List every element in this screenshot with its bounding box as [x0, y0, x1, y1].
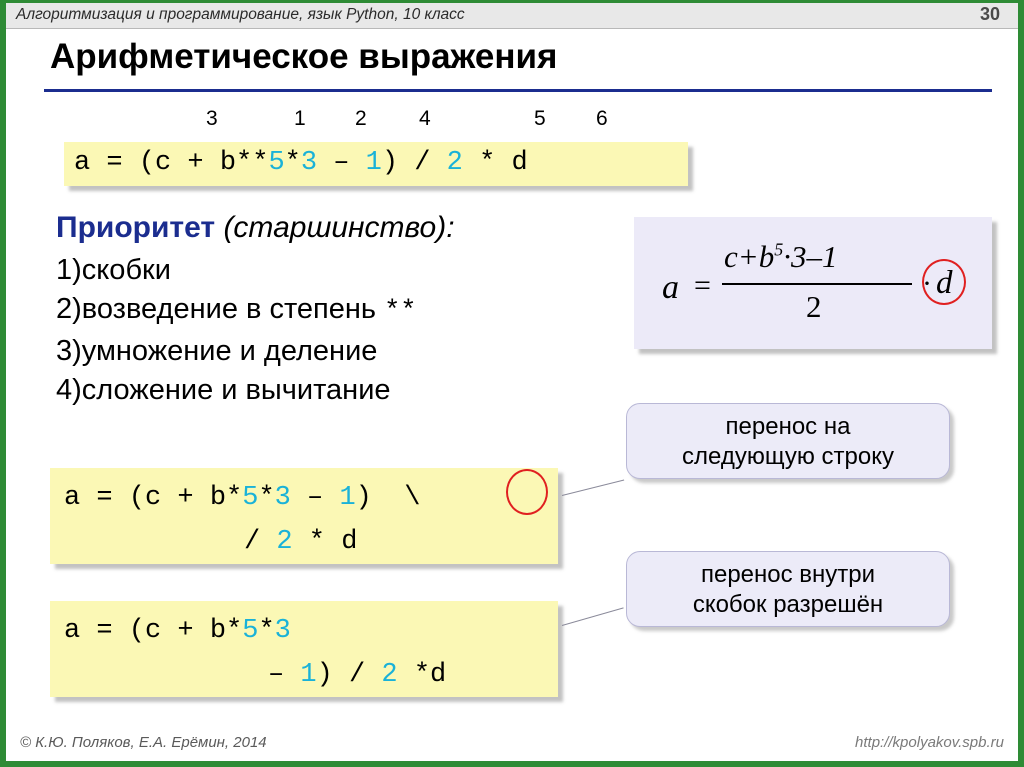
list-item-label: сложение и вычитание: [81, 374, 391, 406]
callout-line-2: следующую строку: [682, 443, 894, 470]
order-number: 1: [294, 107, 306, 130]
code-block-break-inside-brackets: [50, 601, 558, 697]
formula-num-b: b: [758, 239, 775, 274]
callout-line-continuation: [626, 403, 950, 479]
order-number: 4: [419, 107, 431, 130]
formula-num-minus: –: [806, 239, 822, 274]
code-text: * d: [462, 148, 528, 178]
list-item-number: 2): [56, 293, 82, 325]
callout-line-1: перенос внутри: [700, 561, 876, 588]
order-number: 3: [206, 107, 218, 130]
code-block-line-continuation: [50, 468, 558, 564]
code-text: ) /: [381, 148, 447, 178]
callout-leader-line: [562, 480, 624, 496]
list-item-number: 1): [56, 254, 82, 286]
formula-num-plus: +: [737, 239, 759, 274]
list-item-number: 4): [56, 374, 82, 406]
page-number: 30: [979, 4, 1000, 24]
list-item-label: скобки: [81, 254, 171, 286]
list-item-label: умножение и деление: [81, 335, 378, 367]
list-item-code: **: [384, 297, 417, 327]
code-number: 1: [300, 660, 317, 690]
code-number: 1: [339, 483, 356, 513]
code-number: 2: [446, 148, 463, 178]
formula-numerator: [724, 239, 837, 275]
code-text: /: [244, 527, 277, 557]
code-number: 2: [381, 660, 398, 690]
code-number: 5: [268, 148, 285, 178]
callout-line-2: скобок разрешён: [692, 591, 884, 618]
code-backslash: \: [404, 483, 421, 513]
callout-break-inside-brackets: [626, 551, 950, 627]
code-number: 5: [242, 616, 259, 646]
code-text: *: [258, 616, 275, 646]
code-number: 3: [274, 483, 291, 513]
formula-num-c: c: [724, 239, 738, 274]
formula-panel: [634, 217, 992, 349]
code-number: 2: [276, 527, 293, 557]
order-number: 2: [355, 107, 367, 130]
order-number: 6: [596, 107, 608, 130]
footer-url[interactable]: http://kpolyakov.spb.ru: [855, 734, 1004, 751]
code-text: –: [290, 483, 340, 513]
title-divider: [44, 89, 992, 92]
code-number: 5: [242, 483, 259, 513]
formula-variable-a: a: [662, 269, 679, 306]
formula-denominator: 2: [806, 289, 822, 324]
priority-heading: [56, 211, 455, 245]
formula-highlight-circle-icon: [922, 259, 966, 305]
code-number: 3: [300, 148, 318, 178]
code-number: 3: [274, 616, 291, 646]
formula-variable-d: d: [936, 265, 953, 301]
formula-num-three: 3: [790, 239, 807, 274]
footer-copyright: © К.Ю. Поляков, Е.А. Ерёмин, 2014: [20, 734, 267, 751]
backslash-highlight-circle-icon: [506, 469, 548, 515]
list-item: [56, 332, 416, 371]
formula-num-dot: ·: [783, 239, 791, 274]
priority-list: [56, 251, 416, 410]
formula-num-exponent: 5: [774, 239, 784, 260]
list-item: [56, 290, 416, 332]
callout-leader-line: [562, 607, 624, 626]
code-text: ): [355, 483, 405, 513]
code-text: a = (c + b*: [64, 616, 243, 646]
formula: [634, 217, 992, 349]
code-text: a = (c + b**: [74, 148, 269, 178]
priority-heading-keyword: Приоритет: [56, 211, 216, 244]
code-text: * d: [292, 527, 358, 557]
formula-multiply-dot: ·: [922, 267, 932, 300]
code-block-main: [64, 142, 688, 186]
order-number: 5: [534, 107, 546, 130]
code-text: *d: [397, 660, 447, 690]
code-number: 1: [365, 148, 382, 178]
list-item-number: 3): [56, 335, 82, 367]
priority-heading-rest: (старшинство):: [215, 211, 455, 244]
code-text: a = (c + b*: [64, 483, 243, 513]
callout-line-1: перенос на: [725, 413, 851, 440]
formula-fraction-bar: [722, 283, 912, 285]
operation-order-numbers: [6, 107, 1018, 137]
code-text: ) /: [316, 660, 382, 690]
code-text: *: [284, 148, 301, 178]
formula-equals-sign: =: [694, 269, 711, 302]
page-title: Арифметическое выражения: [50, 37, 558, 76]
code-text: *: [258, 483, 275, 513]
code-text: –: [317, 148, 366, 178]
header-title: Алгоритмизация и программирование, язык Python, 10 класс: [16, 6, 465, 23]
list-item: [56, 251, 416, 290]
list-item: [56, 371, 416, 410]
list-item-label: возведение в степень: [81, 293, 385, 325]
code-text: –: [268, 660, 301, 690]
formula-num-one: 1: [821, 239, 838, 274]
